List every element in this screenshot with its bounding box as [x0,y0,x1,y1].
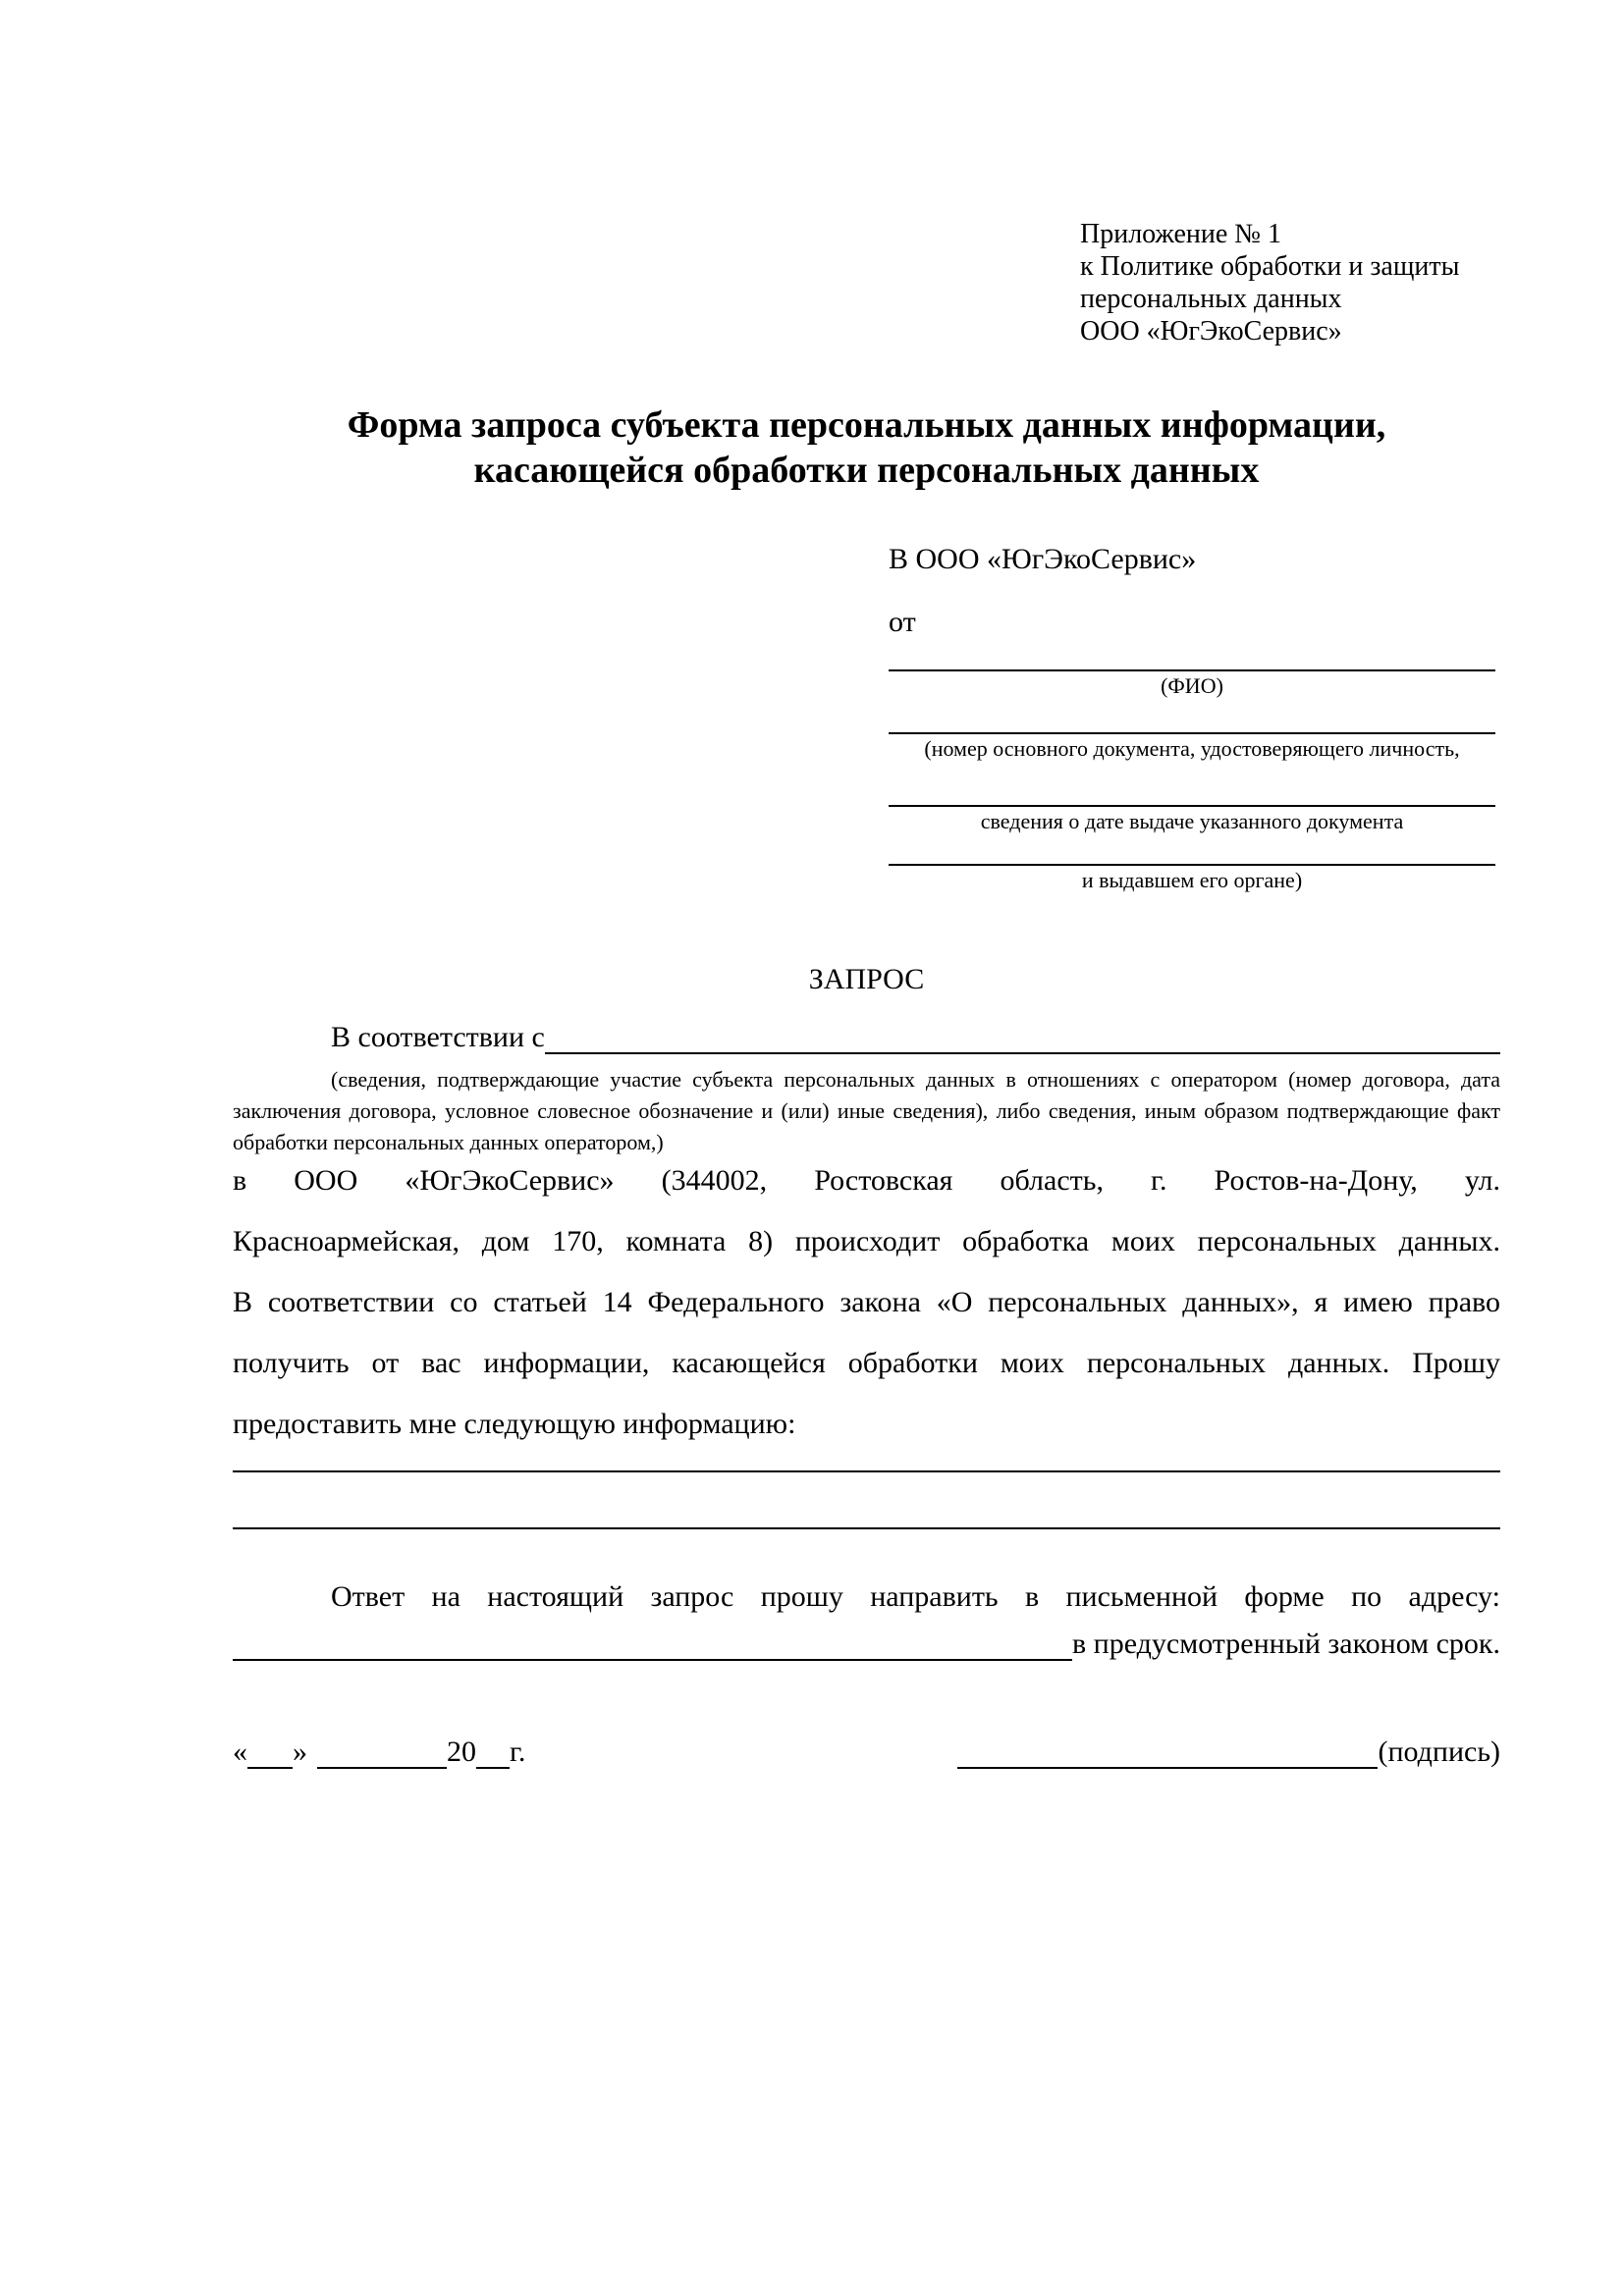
date-group [233,1730,525,1769]
date-signature-row [233,1730,1500,1769]
signature-blank-line [957,1730,1378,1769]
signature-caption: (подпись) [1378,1735,1500,1768]
intro-footnote-line: заключения договора, условное словесное обозначение и (или) иные сведения), либо сведения, иным образом подтверждающие факт [233,1098,1500,1123]
request-body-line: в ООО «ЮгЭкоСервис» (344002, Ростовская область, г. Ростов-на-Дону, ул. [233,1164,1500,1197]
issuing-authority-caption: и выдавшем его органе) [1081,868,1303,892]
date-year-blank [476,1730,510,1769]
request-body-paragraph [233,1150,1500,1455]
document-number-caption: (номер основного документа, удостоверяющего личность, [924,736,1460,761]
appendix-note [1080,218,1459,347]
intro-footnote-line: обработки персональных данных оператором,) [233,1130,664,1154]
issue-date-caption: сведения о дате выдаче указанного документа [980,809,1404,833]
reply-address-blank-line [233,1622,1072,1661]
date-month-blank [317,1730,447,1769]
field-issue-date [889,772,1495,834]
intro-footnote-line: (сведения, подтверждающие участие субъекта персональных данных в отношениях с оператором (номер договора, дата [331,1067,1500,1092]
document-title-line: Форма запроса субъекта персональных данных информации, [347,404,1386,446]
intro-row [233,1017,1500,1054]
document-title-line: касающейся обработки персональных данных [473,450,1260,491]
issue-date-blank-line [889,772,1495,807]
appendix-line: к Политике обработки и защиты [1080,251,1460,282]
date-close-quote: » [293,1735,307,1768]
addressee-from-label: от [889,606,916,638]
field-fio [889,636,1495,699]
appendix-line: ООО «ЮгЭкоСервис» [1080,316,1342,347]
document-title [233,402,1500,493]
request-body-line: Красноармейская, дом 170, комната 8) происходит обработка моих персональных данных. [233,1225,1500,1257]
information-blank-line-1 [233,1435,1500,1472]
appendix-line: Приложение № 1 [1080,219,1281,249]
intro-blank-line [545,1017,1500,1054]
signature-group [957,1730,1500,1769]
request-body-line: предоставить мне следующую информацию: [233,1408,796,1440]
information-blank-line-2 [233,1492,1500,1529]
reply-address-row [233,1622,1500,1661]
date-open-quote: « [233,1735,247,1768]
date-century: 20 [447,1735,476,1768]
date-day-blank [247,1730,293,1769]
fio-caption: (ФИО) [1161,673,1223,698]
issuing-authority-blank-line [889,830,1495,866]
intro-prefix: В соответствии с [331,1021,545,1053]
reply-sentence: Ответ на настоящий запрос прошу направить в письменной форме по адресу: [331,1580,1500,1613]
fio-blank-line [889,636,1495,671]
field-issuing-authority [889,830,1495,893]
intro-footnote [233,1064,1500,1158]
appendix-line: персональных данных [1080,284,1342,314]
date-year-suffix: г. [510,1735,526,1768]
request-body-line: В соответствии со статьей 14 Федерального закона «О персональных данных», я имею право [233,1286,1500,1318]
request-body-line: получить от вас информации, касающейся обработки моих персональных данных. Прошу [233,1347,1500,1379]
addressee-to: В ООО «ЮгЭкоСервис» [889,543,1197,575]
request-heading: ЗАПРОС [808,963,925,995]
document-number-blank-line [889,699,1495,734]
field-document-number [889,699,1495,762]
reply-tail: в предусмотренный законом срок. [1072,1628,1500,1660]
